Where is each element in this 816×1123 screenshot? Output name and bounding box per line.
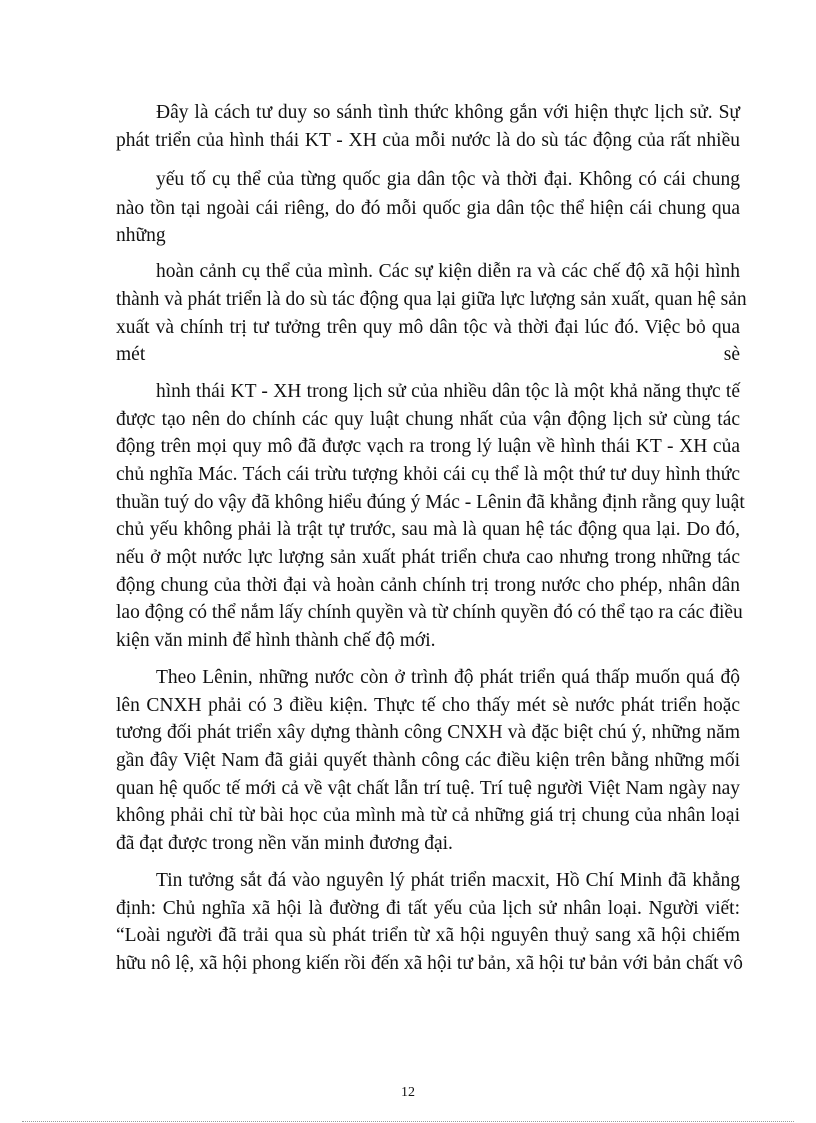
text-line: xuất và chính trị tư tưởng trên quy mô dân tộc và thời đại lúc đó. Việc bỏ qua xyxy=(116,317,740,338)
text-fragment: sè xyxy=(723,344,740,365)
text-line: thuần tuý do vậy đã không hiểu đúng ý Mác - Lênin đã khẳng định rằng quy luật xyxy=(116,492,745,513)
text-line: hữu nô lệ, xã hội phong kiến rồi đến xã hội tư bản, xã hội tư bản với bản chất vô xyxy=(116,953,743,974)
text-line: quan hệ quốc tế mới cả về vật chất lẫn trí tuệ. Trí tuệ người Việt Nam ngày nay xyxy=(116,778,740,799)
text-line: hình thái KT - XH trong lịch sử của nhiều dân tộc là một khả năng thực tế xyxy=(156,381,740,402)
text-line: thành và phát triển là do sù tác động qua lại giữa lực lượng sản xuất, quan hệ sản xyxy=(116,289,747,310)
text-line: gần đây Việt Nam đã giải quyết thành công các điều kiện trên bằng những mối xyxy=(116,750,740,771)
text-line: Đây là cách tư duy so sánh tình thức không gắn với hiện thực lịch sử. Sự xyxy=(156,102,740,123)
text-line: chủ yếu không phải là trật tự trước, sau mà là quan hệ tác động qua lại. Do đó, xyxy=(116,519,740,540)
text-line: kiện văn minh để hình thành chế độ mới. xyxy=(116,630,436,651)
text-line: nếu ở một nước lực lượng sản xuất phát triển chưa cao nhưng trong những tác xyxy=(116,547,740,568)
text-line: được tạo nên do chính các quy luật chung nhất của vận động lịch sử cùng tác xyxy=(116,409,740,430)
text-line: Tin tưởng sắt đá vào nguyên lý phát triển macxit, Hồ Chí Minh đã khẳng xyxy=(156,870,740,891)
text-line: lên CNXH phải có 3 điều kiện. Thực tế cho thấy mét sè nước phát triển hoặc xyxy=(116,695,740,716)
text-line: nào tồn tại ngoài cái riêng, do đó mỗi quốc gia dân tộc thể hiện cái chung qua xyxy=(116,198,740,219)
text-line: yếu tố cụ thể của từng quốc gia dân tộc và thời đại. Không có cái chung xyxy=(156,169,740,190)
page-number: 12 xyxy=(401,1085,415,1100)
text-line: những xyxy=(116,225,166,246)
text-line xyxy=(116,341,740,369)
text-line: động chung của thời đại và hoàn cảnh chính trị trong nước cho phép, nhân dân xyxy=(116,575,740,596)
text-line: không phải chỉ từ bài học của mình mà từ cả những giá trị chung của nhân loại xyxy=(116,805,740,826)
text-line: lao động có thể nắm lấy chính quyền và từ chính quyền đó có thể tạo ra các điều xyxy=(116,602,743,623)
text-line: định: Chủ nghĩa xã hội là đường đi tất yếu của lịch sử nhân loại. Người viết: xyxy=(116,898,740,919)
text-line: hoàn cảnh cụ thể của mình. Các sự kiện diễn ra và các chế độ xã hội hình xyxy=(156,261,740,282)
text-line: Theo Lênin, những nước còn ở trình độ phát triển quá thấp muốn quá độ xyxy=(156,667,740,688)
text-line: “Loài người đã trải qua sù phát triển từ xã hội nguyên thuỷ sang xã hội chiếm xyxy=(116,925,740,946)
text-line: động trên mọi quy mô đã được vạch ra trong lý luận về hình thái KT - XH của xyxy=(116,436,740,457)
page-border xyxy=(22,1121,794,1122)
text-fragment: mét xyxy=(116,344,146,365)
text-line: phát triển của hình thái KT - XH của mỗi nước là do sù tác động của rất nhiều xyxy=(116,130,740,151)
text-line: tương đối phát triển xây dựng thành công CNXH và đặc biệt chú ý, những năm xyxy=(116,722,740,743)
text-line: đã đạt được trong nền văn minh đương đại. xyxy=(116,833,453,854)
text-line: chủ nghĩa Mác. Tách cái trừu tượng khỏi cái cụ thể là một thứ tư duy hình thức xyxy=(116,464,740,485)
